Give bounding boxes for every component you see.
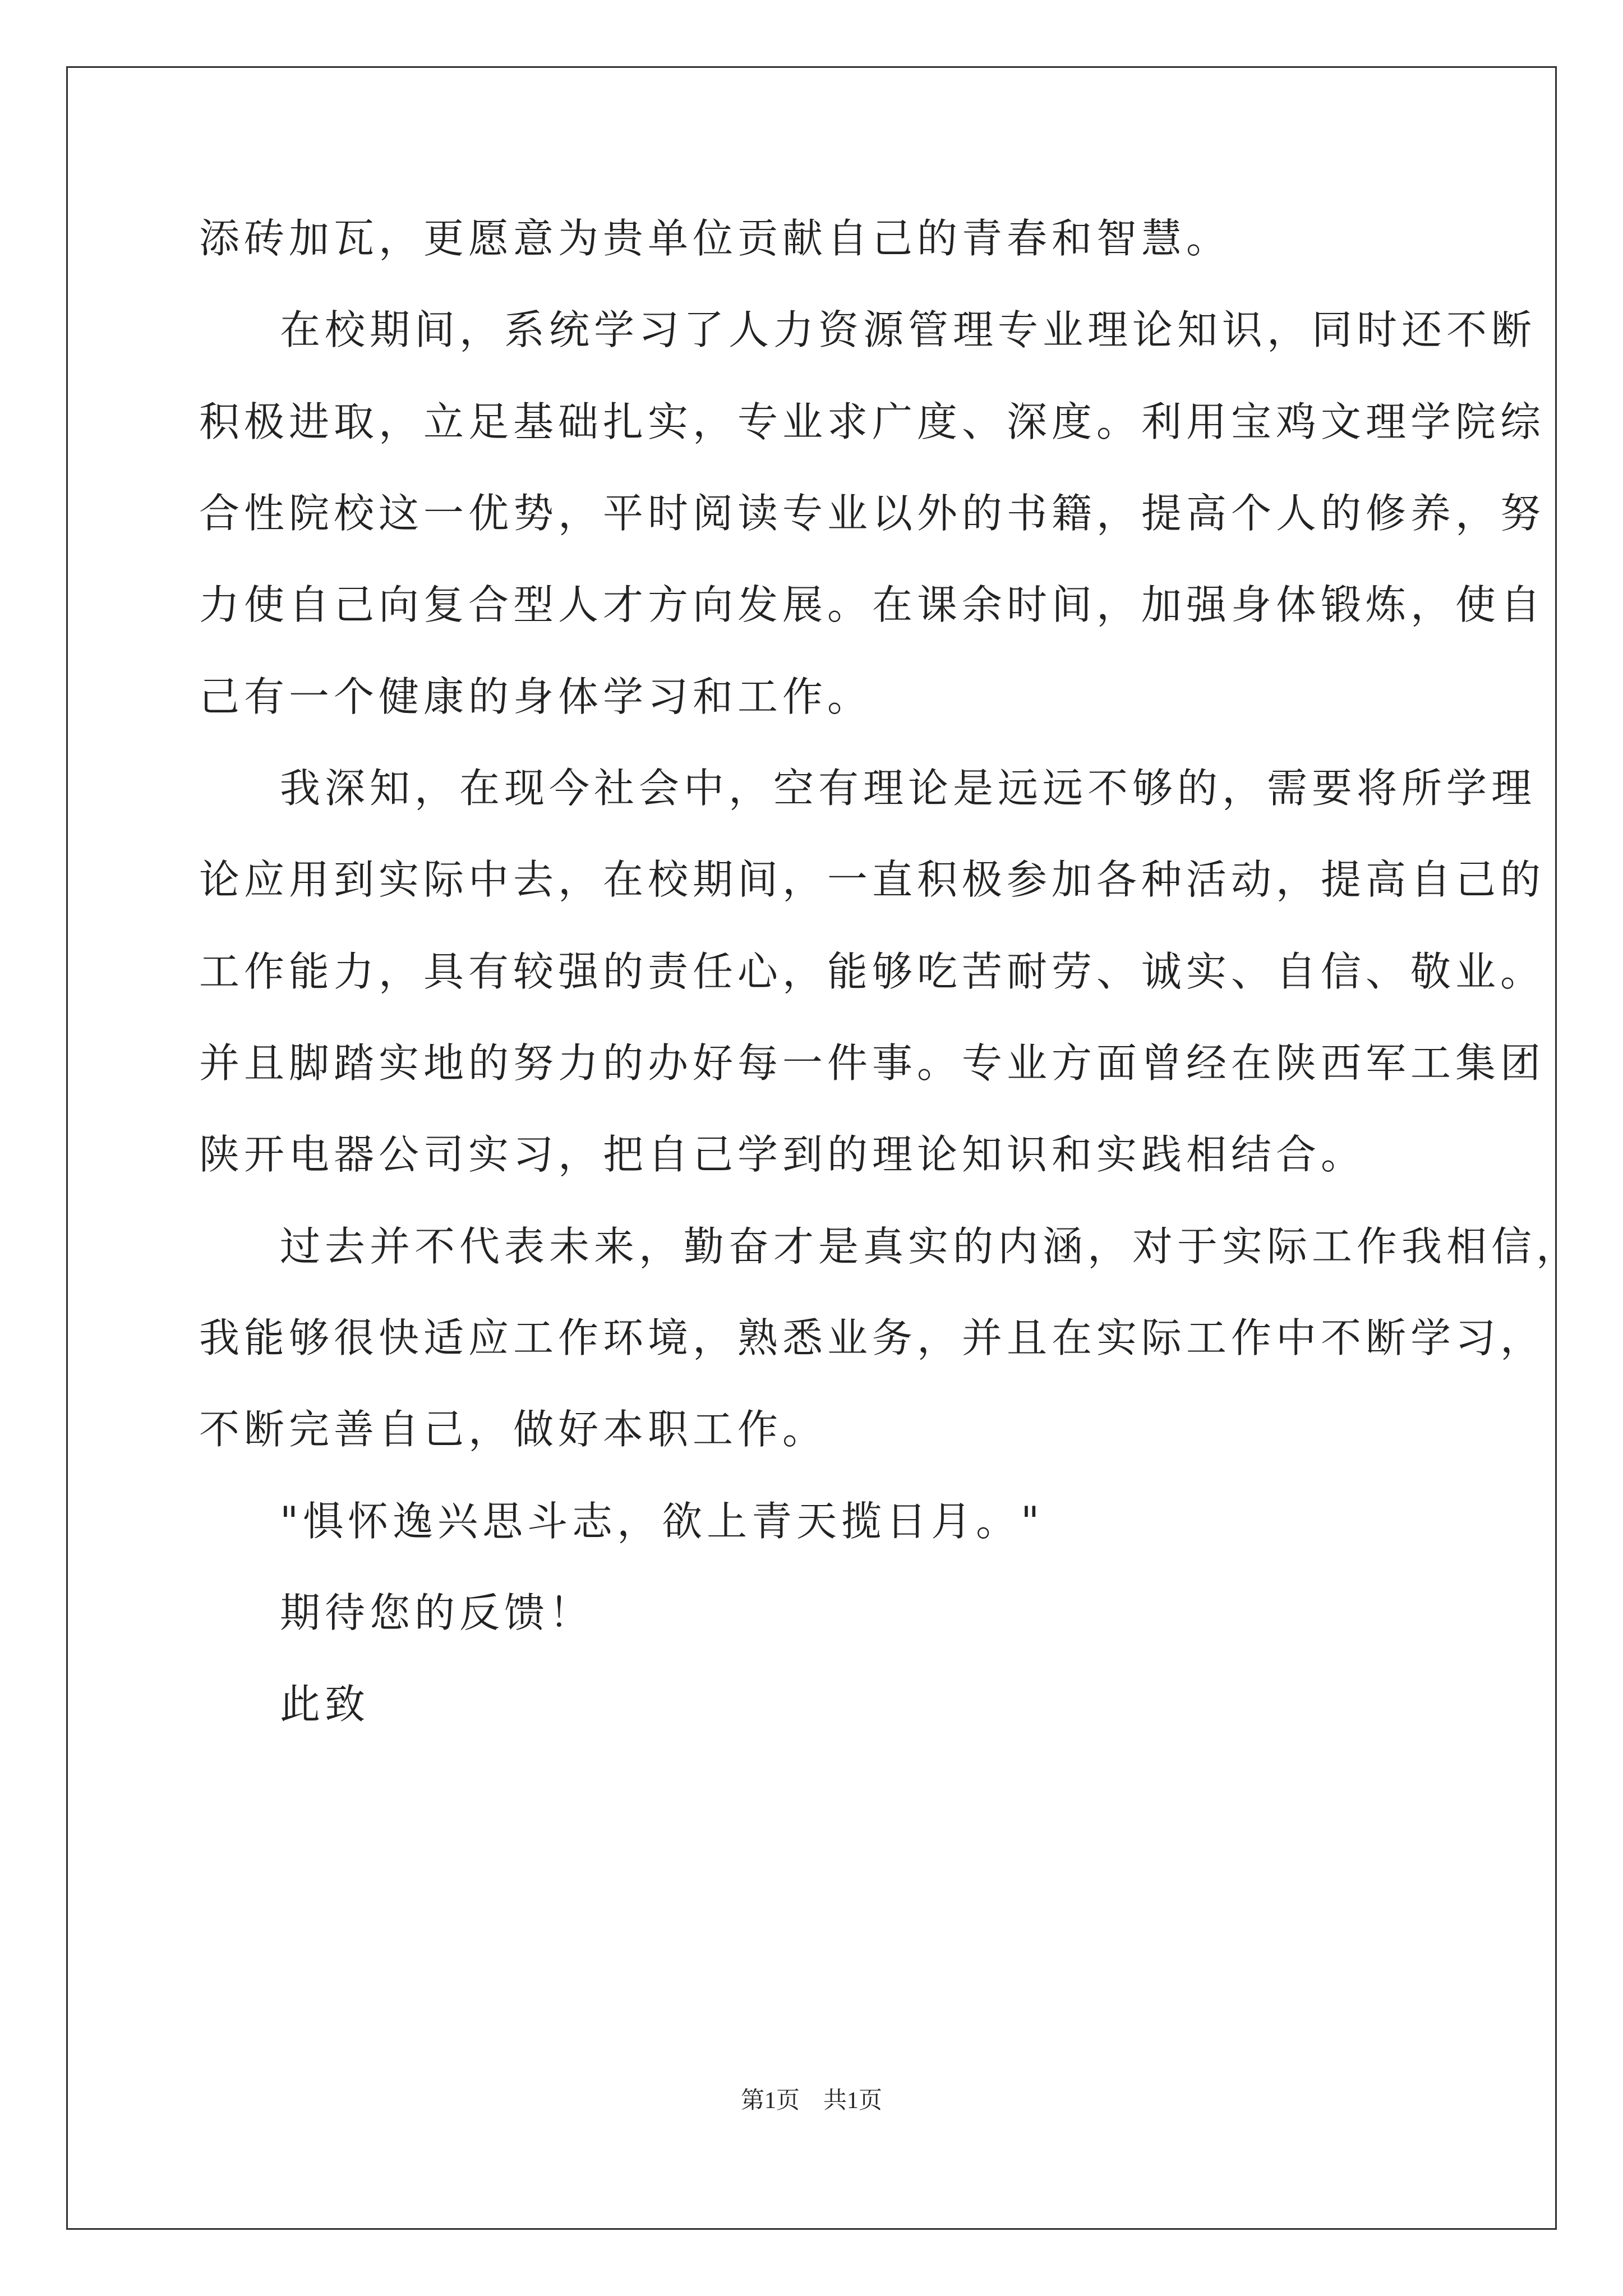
quote-line: "惧怀逸兴思斗志，欲上青天揽日月。" (280, 1498, 1044, 1545)
closing-line: 期待您的反馈！ (280, 1589, 594, 1636)
text-line: 力使自己向复合型人才方向发展。在课余时间，加强身体锻炼，使自 (199, 581, 1546, 628)
page-number-footer: 第1页 共1页 (740, 2088, 882, 2114)
text-line: 陕开电器公司实习，把自己学到的理论知识和实践相结合。 (199, 1131, 1366, 1178)
text-line: 合性院校这一优势，平时阅读专业以外的书籍，提高个人的修养，努 (199, 490, 1546, 537)
text-line: 我能够很快适应工作环境，熟悉业务，并且在实际工作中不断学习， (199, 1314, 1546, 1361)
text-line: 积极进取，立足基础扎实，专业求广度、深度。利用宝鸡文理学院综 (199, 398, 1546, 445)
text-line: 添砖加瓦，更愿意为贵单位贡献自己的青春和智慧。 (199, 215, 1232, 262)
text-line: 不断完善自己，做好本职工作。 (199, 1406, 828, 1453)
paragraph-start: 过去并不代表未来，勤奋才是真实的内涵，对于实际工作我相信， (280, 1223, 1581, 1270)
paragraph-start: 我深知，在现今社会中，空有理论是远远不够的，需要将所学理 (280, 765, 1537, 812)
text-line: 己有一个健康的身体学习和工作。 (199, 673, 873, 720)
salutation-line: 此致 (280, 1681, 370, 1728)
text-line: 工作能力，具有较强的责任心，能够吃苦耐劳、诚实、自信、敬业。 (199, 948, 1546, 995)
text-line: 并且脚踏实地的努力的办好每一件事。专业方面曾经在陕西军工集团 (199, 1039, 1546, 1087)
paragraph-start: 在校期间，系统学习了人力资源管理专业理论知识，同时还不断 (280, 306, 1537, 353)
text-line: 论应用到实际中去，在校期间，一直积极参加各种活动，提高自己的 (199, 856, 1546, 903)
